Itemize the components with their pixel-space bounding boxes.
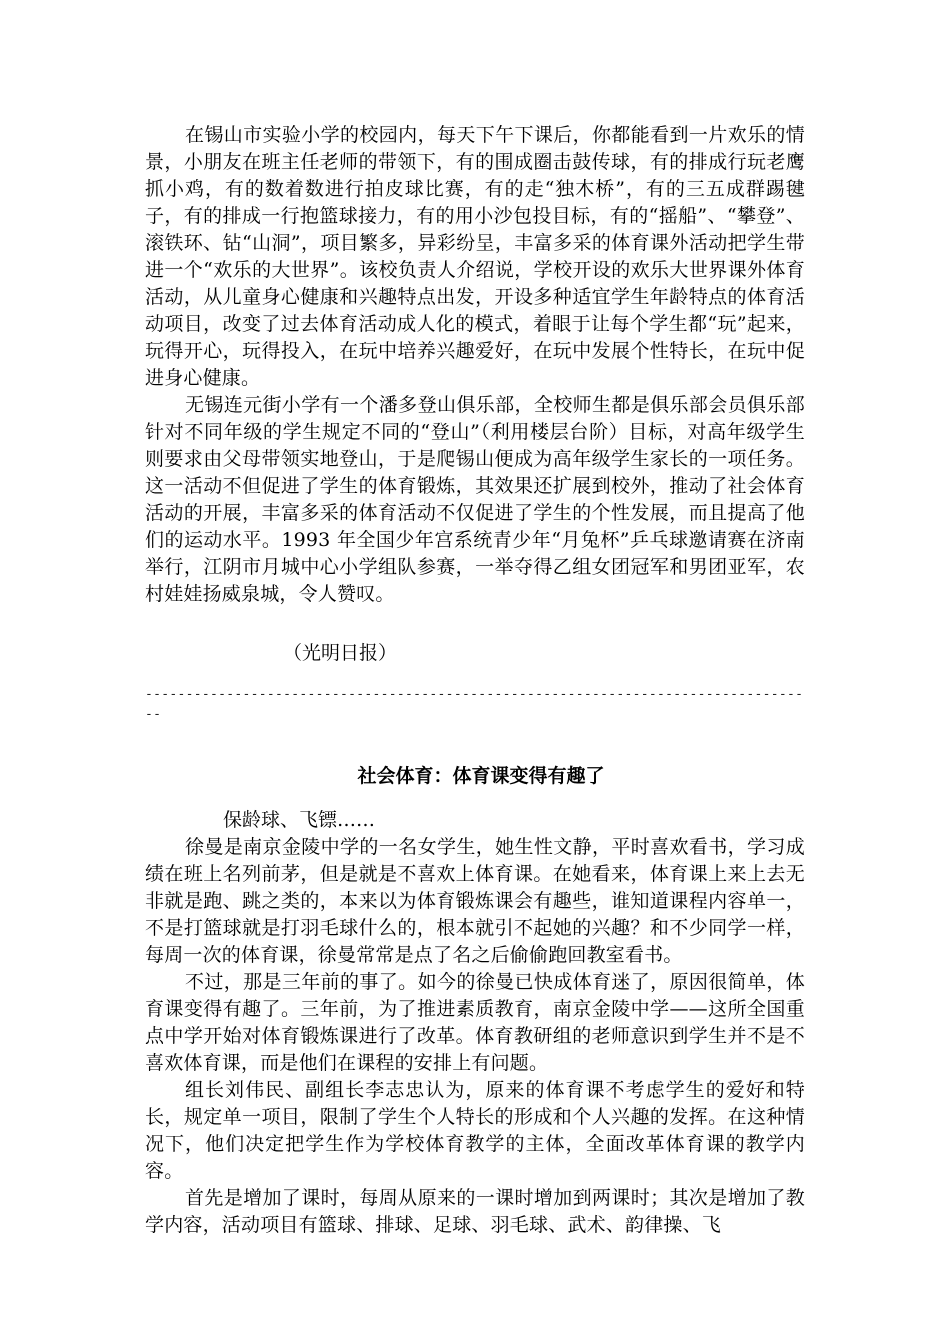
document-page <box>145 122 805 1239</box>
article-2-title: 社会体育：体育课变得有趣了 <box>357 765 605 787</box>
article-2-paragraph-3: 组长刘伟民、副组长李志忠认为，原来的体育课不考虑学生的爱好和特长，规定单一项目，限制了学生个人特长的形成和个人兴趣的发挥。在这种情况下，他们决定把学生作为学校体育教学的主体，全面改革体育课的教学内容。 <box>145 1079 805 1182</box>
article-2 <box>145 761 805 1239</box>
article-2-subtitle: 保龄球、飞镖…… <box>223 809 376 831</box>
article-1-paragraph-2: 无锡连元街小学有一个潘多登山俱乐部，全校师生都是俱乐部会员俱乐部针对不同年级的学生规定不同的“登山”（利用楼层台阶）目标，对高年级学生则要求由父母带领实地登山，于是爬锡山便成为高年级学生家长的一项任务。这一活动不但促进了学生的体育锻炼，其效果还扩展到校外，推动了社会体育活动的开展，丰富多采的体育活动不仅促进了学生的个性发展，而且提高了他们的运动水平。1993 年全国少年宫系统青少年“月兔杯”乒乓球邀请赛在济南举行，江阴市月城中心小学组队参赛，一举夺得乙组女团冠军和男团亚军，农村娃娃扬威泉城，令人赞叹。 <box>145 394 805 605</box>
article-1 <box>145 122 805 667</box>
article-1-source: （光明日报） <box>283 642 398 664</box>
article-2-paragraph-1: 徐曼是南京金陵中学的一名女学生，她生性文静，平时喜欢看书，学习成绩在班上名列前茅，但是就是不喜欢上体育课。在她看来，体育课上来上去无非就是跑、跳之类的，本来以为体育锻炼课会有趣些，谁知道课程内容单一，不是打篮球就是打羽毛球什么的，根本就引不起她的兴趣？和不少同学一样，每周一次的体育课，徐曼常常是点了名之后偷偷跑回教室看书。 <box>145 836 805 966</box>
article-2-paragraph-2: 不过，那是三年前的事了。如今的徐曼已快成体育迷了，原因很简单，体育课变得有趣了。三年前，为了推进素质教育，南京金陵中学——这所全国重点中学开始对体育锻炼课进行了改革。体育教研组的老师意识到学生并不是不喜欢体育课，而是他们在课程的安排上有问题。 <box>145 971 805 1074</box>
section-divider: ----------------------------------------------------------------------------------- <box>145 687 804 722</box>
article-1-paragraph-1: 在锡山市实验小学的校园内，每天下午下课后，你都能看到一片欢乐的情景，小朋友在班主任老师的带领下，有的围成圈击鼓传球，有的排成行玩老鹰抓小鸡，有的数着数进行拍皮球比赛，有的走“独木桥”，有的三五成群踢毽子，有的排成一行抱篮球接力，有的用小沙包投目标，有的“摇船”、“攀登”、滚铁环、钻“山洞”，项目繁多，异彩纷呈，丰富多采的体育课外活动把学生带进一个“欢乐的大世界”。该校负责人介绍说，学校开设的欢乐大世界课外体育活动，从儿童身心健康和兴趣特点出发，开设多种适宜学生年龄特点的体育活动项目，改变了过去体育活动成人化的模式，着眼于让每个学生都“玩”起来，玩得开心，玩得投入，在玩中培养兴趣爱好，在玩中发展个性特长，在玩中促进身心健康。 <box>145 124 805 389</box>
article-2-paragraph-4: 首先是增加了课时，每周从原来的一课时增加到两课时；其次是增加了教学内容，活动项目有篮球、排球、足球、羽毛球、武术、韵律操、飞 <box>145 1187 805 1236</box>
